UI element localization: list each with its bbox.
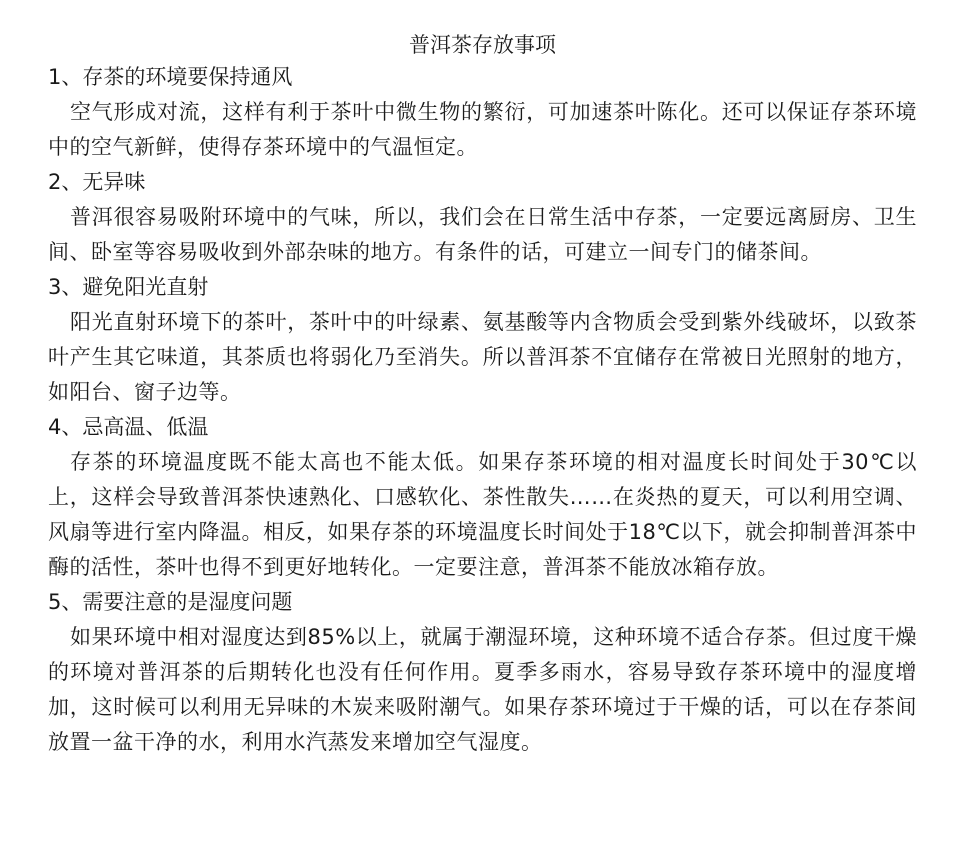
- section-5: [48, 585, 917, 760]
- section-heading: 4、忌高温、低温: [48, 415, 209, 439]
- section-body: 空气形成对流，这样有利于茶叶中微生物的繁衍，可加速茶叶陈化。还可以保证存茶环境中的空气新鲜，使得存茶环境中的气温恒定。: [48, 100, 917, 159]
- section-1: [48, 60, 917, 165]
- section-heading: 2、无异味: [48, 170, 146, 194]
- section-body: 阳光直射环境下的茶叶，茶叶中的叶绿素、氨基酸等内含物质会受到紫外线破坏，以致茶叶产生其它味道，其茶质也将弱化乃至消失。所以普洱茶不宜储存在常被日光照射的地方，如阳台、窗子边等。: [48, 310, 917, 404]
- page-title: 普洱茶存放事项: [409, 33, 556, 57]
- section-body: 存茶的环境温度既不能太高也不能太低。如果存茶环境的相对温度长时间处于30℃以上，这样会导致普洱茶快速熟化、口感软化、茶性散失……在炎热的夏天，可以利用空调、风扇等进行室内降温。相反，如果存茶的环境温度长时间处于18℃以下，就会抑制普洱茶中酶的活性，茶叶也得不到更好地转化。一定要注意，普洱茶不能放冰箱存放。: [48, 450, 917, 579]
- section-heading: 1、存茶的环境要保持通风: [48, 65, 293, 89]
- section-3: [48, 270, 917, 410]
- section-4: [48, 410, 917, 585]
- section-heading: 5、需要注意的是湿度问题: [48, 590, 293, 614]
- section-2: [48, 165, 917, 270]
- section-body: 如果环境中相对湿度达到85%以上，就属于潮湿环境，这种环境不适合存茶。但过度干燥的环境对普洱茶的后期转化也没有任何作用。夏季多雨水，容易导致存茶环境中的湿度增加，这时候可以利用无异味的木炭来吸附潮气。如果存茶环境过于干燥的话，可以在存茶间放置一盆干净的水，利用水汽蒸发来增加空气湿度。: [48, 625, 917, 754]
- section-heading: 3、避免阳光直射: [48, 275, 209, 299]
- section-body: 普洱很容易吸附环境中的气味，所以，我们会在日常生活中存茶，一定要远离厨房、卫生间、卧室等容易吸收到外部杂味的地方。有条件的话，可建立一间专门的储茶间。: [48, 205, 917, 264]
